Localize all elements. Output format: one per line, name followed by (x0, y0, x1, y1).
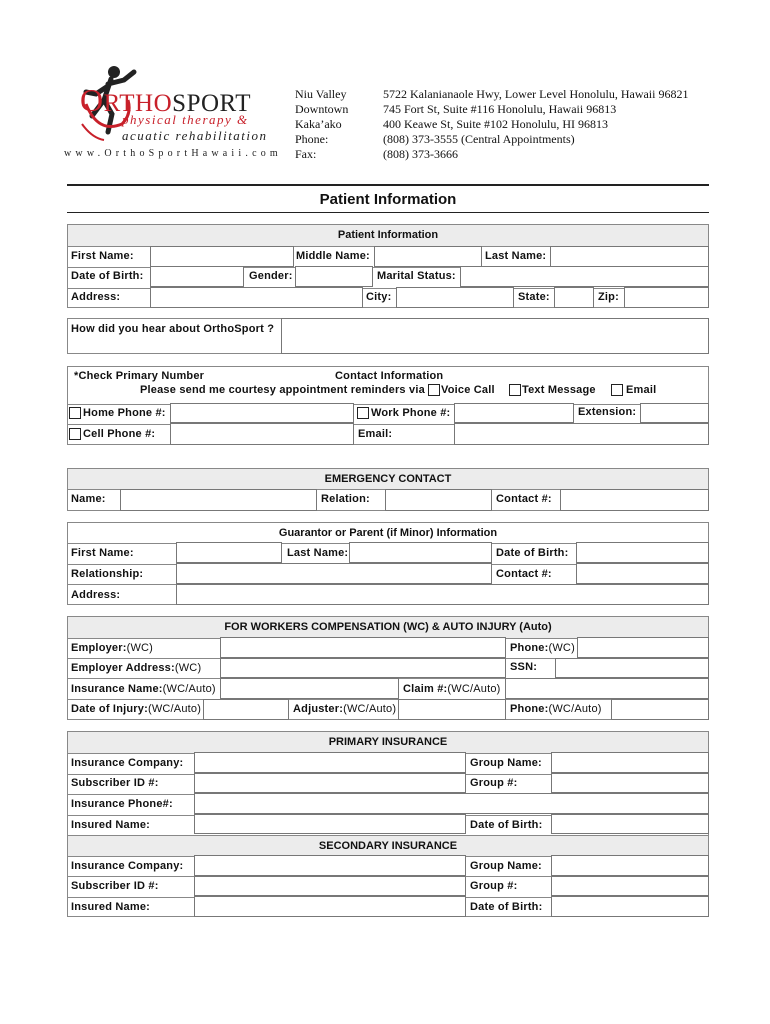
home-phone-checkbox[interactable] (69, 407, 81, 419)
secondary-header: SECONDARY INSURANCE (68, 836, 708, 856)
secondary-subscriber-label: Subscriber ID #: (71, 880, 159, 892)
wc-doi-text: Date of Injury: (71, 703, 148, 715)
location-label: Fax: (295, 147, 317, 161)
guarantor-dob-label: Date of Birth: (496, 547, 569, 559)
email-checkbox[interactable] (611, 384, 623, 396)
last-name-label: Last Name: (485, 250, 547, 262)
title-rule-bottom (67, 212, 709, 213)
wc-claim-label (403, 683, 501, 695)
cell-phone-checkbox[interactable] (69, 428, 81, 440)
wc-phone-input[interactable] (577, 637, 709, 658)
primary-phone-input[interactable] (194, 793, 709, 814)
wc-claim-input[interactable] (505, 678, 709, 699)
location-label: Kaka’ako (295, 117, 342, 131)
primary-insured-input[interactable] (194, 814, 466, 834)
secondary-company-label: Insurance Company: (71, 860, 184, 872)
wc-phone-tag: (WC) (548, 642, 575, 654)
extension-input[interactable] (640, 403, 709, 423)
guarantor-contact-input[interactable] (576, 563, 709, 584)
secondary-insured-input[interactable] (194, 896, 466, 917)
wc-phone-label (510, 642, 575, 654)
guarantor-first-name-input[interactable] (176, 542, 282, 563)
patient-header: Patient Information (68, 225, 708, 246)
reminders-label: Please send me courtesy appointment reminders via (140, 384, 425, 396)
guarantor-relationship-label: Relationship: (71, 568, 144, 580)
hear-about-label: How did you hear about OrthoSport ? (71, 323, 275, 335)
first-name-label: First Name: (71, 250, 134, 262)
cell-phone-input[interactable] (170, 423, 354, 445)
secondary-insured-label: Insured Name: (71, 901, 151, 913)
wc-ssn-input[interactable] (555, 658, 709, 678)
wc-adjuster-tag: (WC/Auto) (343, 703, 397, 715)
locations-values (383, 87, 713, 162)
logo-tagline-2: acuatic rehabilitation (122, 128, 268, 143)
guarantor-first-name-label: First Name: (71, 547, 134, 559)
marital-input[interactable] (460, 266, 709, 287)
location-value: 745 Fort St, Suite #116 Honolulu, Hawaii 96813 (383, 102, 617, 116)
home-phone-label: Home Phone #: (83, 407, 166, 419)
logo (60, 62, 290, 162)
guarantor-last-name-input[interactable] (349, 542, 492, 563)
logo-url: www.OrthoSportHawaii.com (64, 148, 282, 159)
wc-insurance-name-label (71, 683, 216, 695)
secondary-subscriber-input[interactable] (194, 876, 466, 896)
location-label: Niu Valley (295, 87, 347, 101)
logo-rtho: RTHO (103, 90, 173, 117)
state-label: State: (518, 291, 550, 303)
primary-subscriber-label: Subscriber ID #: (71, 777, 159, 789)
address-input[interactable] (150, 287, 363, 308)
last-name-input[interactable] (550, 246, 709, 267)
email-option-label: Email (626, 384, 657, 396)
work-phone-label: Work Phone #: (371, 407, 451, 419)
home-phone-input[interactable] (170, 403, 354, 423)
page-title: Patient Information (319, 191, 457, 208)
logo-o: O (80, 82, 104, 118)
wc-insurance-name-input[interactable] (220, 678, 399, 699)
wc-employer-tag: (WC) (126, 642, 154, 654)
emergency-contact-label: Contact #: (496, 493, 552, 505)
secondary-dob-label: Date of Birth: (470, 901, 543, 913)
primary-group-name-label: Group Name: (470, 757, 542, 769)
title-rule-top (67, 184, 709, 186)
wc-claim-text: Claim #: (403, 683, 448, 695)
address-label: Address: (71, 291, 121, 303)
extension-label: Extension: (578, 406, 637, 418)
locations-labels (295, 87, 380, 162)
location-value: (808) 373-3555 (Central Appointments) (383, 132, 575, 146)
location-value: (808) 373-3666 (383, 147, 458, 161)
wc-employer-address-text: Employer Address: (71, 662, 175, 674)
secondary-group-name-input[interactable] (551, 855, 709, 876)
wc-ssn-label: SSN: (510, 661, 538, 673)
location-label: Downtown (295, 102, 349, 116)
text-message-checkbox[interactable] (509, 384, 521, 396)
guarantor-relationship-input[interactable] (176, 563, 492, 584)
wc-employer-input[interactable] (220, 637, 506, 658)
wc-phone2-tag: (WC/Auto) (548, 703, 602, 715)
city-label: City: (366, 291, 392, 303)
primary-group-name-input[interactable] (551, 752, 709, 773)
text-message-label: Text Message (522, 384, 596, 396)
dob-label: Date of Birth: (71, 270, 144, 282)
wc-header: FOR WORKERS COMPENSATION (WC) & AUTO INJURY (Auto) (68, 617, 708, 638)
wc-doi-tag: (WC/Auto) (147, 703, 202, 715)
guarantor-address-label: Address: (71, 589, 121, 601)
zip-label: Zip: (598, 291, 619, 303)
primary-dob-input[interactable] (551, 814, 709, 834)
secondary-group-num-label: Group #: (470, 880, 518, 892)
zip-input[interactable] (624, 287, 709, 308)
secondary-group-name-label: Group Name: (470, 860, 542, 872)
guarantor-address-input[interactable] (176, 584, 709, 605)
wc-claim-tag: (WC/Auto) (447, 683, 501, 695)
gender-label: Gender: (249, 270, 293, 282)
gender-input[interactable] (295, 266, 373, 287)
location-value: 400 Keawe St, Suite #102 Honolulu, HI 96813 (383, 117, 608, 131)
voice-call-checkbox[interactable] (428, 384, 440, 396)
primary-company-input[interactable] (194, 752, 466, 773)
location-value: 5722 Kalanianaole Hwy, Lower Level Honolulu, Hawaii 96821 (383, 87, 689, 101)
email-label: Email: (358, 428, 393, 440)
secondary-group-num-input[interactable] (551, 876, 709, 896)
state-input[interactable] (554, 287, 594, 308)
emergency-header: EMERGENCY CONTACT (68, 469, 708, 489)
wc-employer-label (71, 642, 153, 654)
marital-label: Marital Status: (377, 270, 456, 282)
hear-about-input[interactable] (281, 318, 709, 354)
wc-doi-input[interactable] (203, 699, 289, 720)
first-name-input[interactable] (150, 246, 294, 267)
wc-adjuster-label (293, 703, 396, 715)
wc-employer-address-label (71, 662, 201, 674)
secondary-company-input[interactable] (194, 855, 466, 876)
guarantor-last-name-label: Last Name: (287, 547, 349, 559)
primary-company-label: Insurance Company: (71, 757, 184, 769)
emergency-contact-input[interactable] (560, 489, 709, 511)
primary-group-num-label: Group #: (470, 777, 518, 789)
city-input[interactable] (396, 287, 514, 308)
guarantor-header: Guarantor or Parent (if Minor) Information (68, 523, 708, 543)
wc-insurance-name-text: Insurance Name: (71, 683, 163, 695)
wc-adjuster-input[interactable] (398, 699, 506, 720)
wc-adjuster-text: Adjuster: (293, 703, 344, 715)
primary-group-num-input[interactable] (551, 773, 709, 793)
cell-phone-label: Cell Phone #: (83, 428, 156, 440)
primary-insured-label: Insured Name: (71, 819, 151, 831)
guarantor-dob-input[interactable] (576, 542, 709, 563)
wc-phone2-input[interactable] (611, 699, 709, 720)
wc-insurance-name-tag: (WC/Auto) (162, 683, 216, 695)
wc-employer-address-tag: (WC) (174, 662, 202, 674)
primary-phone-label: Insurance Phone#: (71, 798, 173, 810)
primary-header: PRIMARY INSURANCE (68, 732, 708, 753)
primary-subscriber-input[interactable] (194, 773, 466, 793)
location-label: Phone: (295, 132, 329, 146)
wc-phone2-label (510, 703, 602, 715)
secondary-dob-input[interactable] (551, 896, 709, 917)
contact-header: Contact Information (335, 370, 444, 382)
emergency-name-input[interactable] (120, 489, 317, 511)
wc-employer-address-input[interactable] (220, 658, 506, 678)
voice-call-label: Voice Call (441, 384, 495, 396)
work-phone-input[interactable] (454, 403, 574, 423)
work-phone-checkbox[interactable] (357, 407, 369, 419)
primary-dob-label: Date of Birth: (470, 819, 543, 831)
emergency-relation-input[interactable] (385, 489, 492, 511)
check-primary-note: *Check Primary Number (74, 370, 205, 382)
emergency-name-label: Name: (71, 493, 106, 505)
wc-employer-text: Employer: (71, 642, 127, 654)
guarantor-contact-label: Contact #: (496, 568, 552, 580)
wc-doi-label (71, 703, 201, 715)
wc-phone-text: Phone: (510, 642, 549, 654)
dob-input[interactable] (150, 266, 244, 287)
logo-sport: SPORT (172, 90, 251, 117)
middle-name-input[interactable] (374, 246, 482, 267)
logo-tagline-1: physical therapy & (122, 112, 249, 127)
email-input[interactable] (454, 423, 709, 445)
wc-phone2-text: Phone: (510, 703, 549, 715)
emergency-relation-label: Relation: (321, 493, 370, 505)
middle-name-label: Middle Name: (296, 250, 370, 262)
